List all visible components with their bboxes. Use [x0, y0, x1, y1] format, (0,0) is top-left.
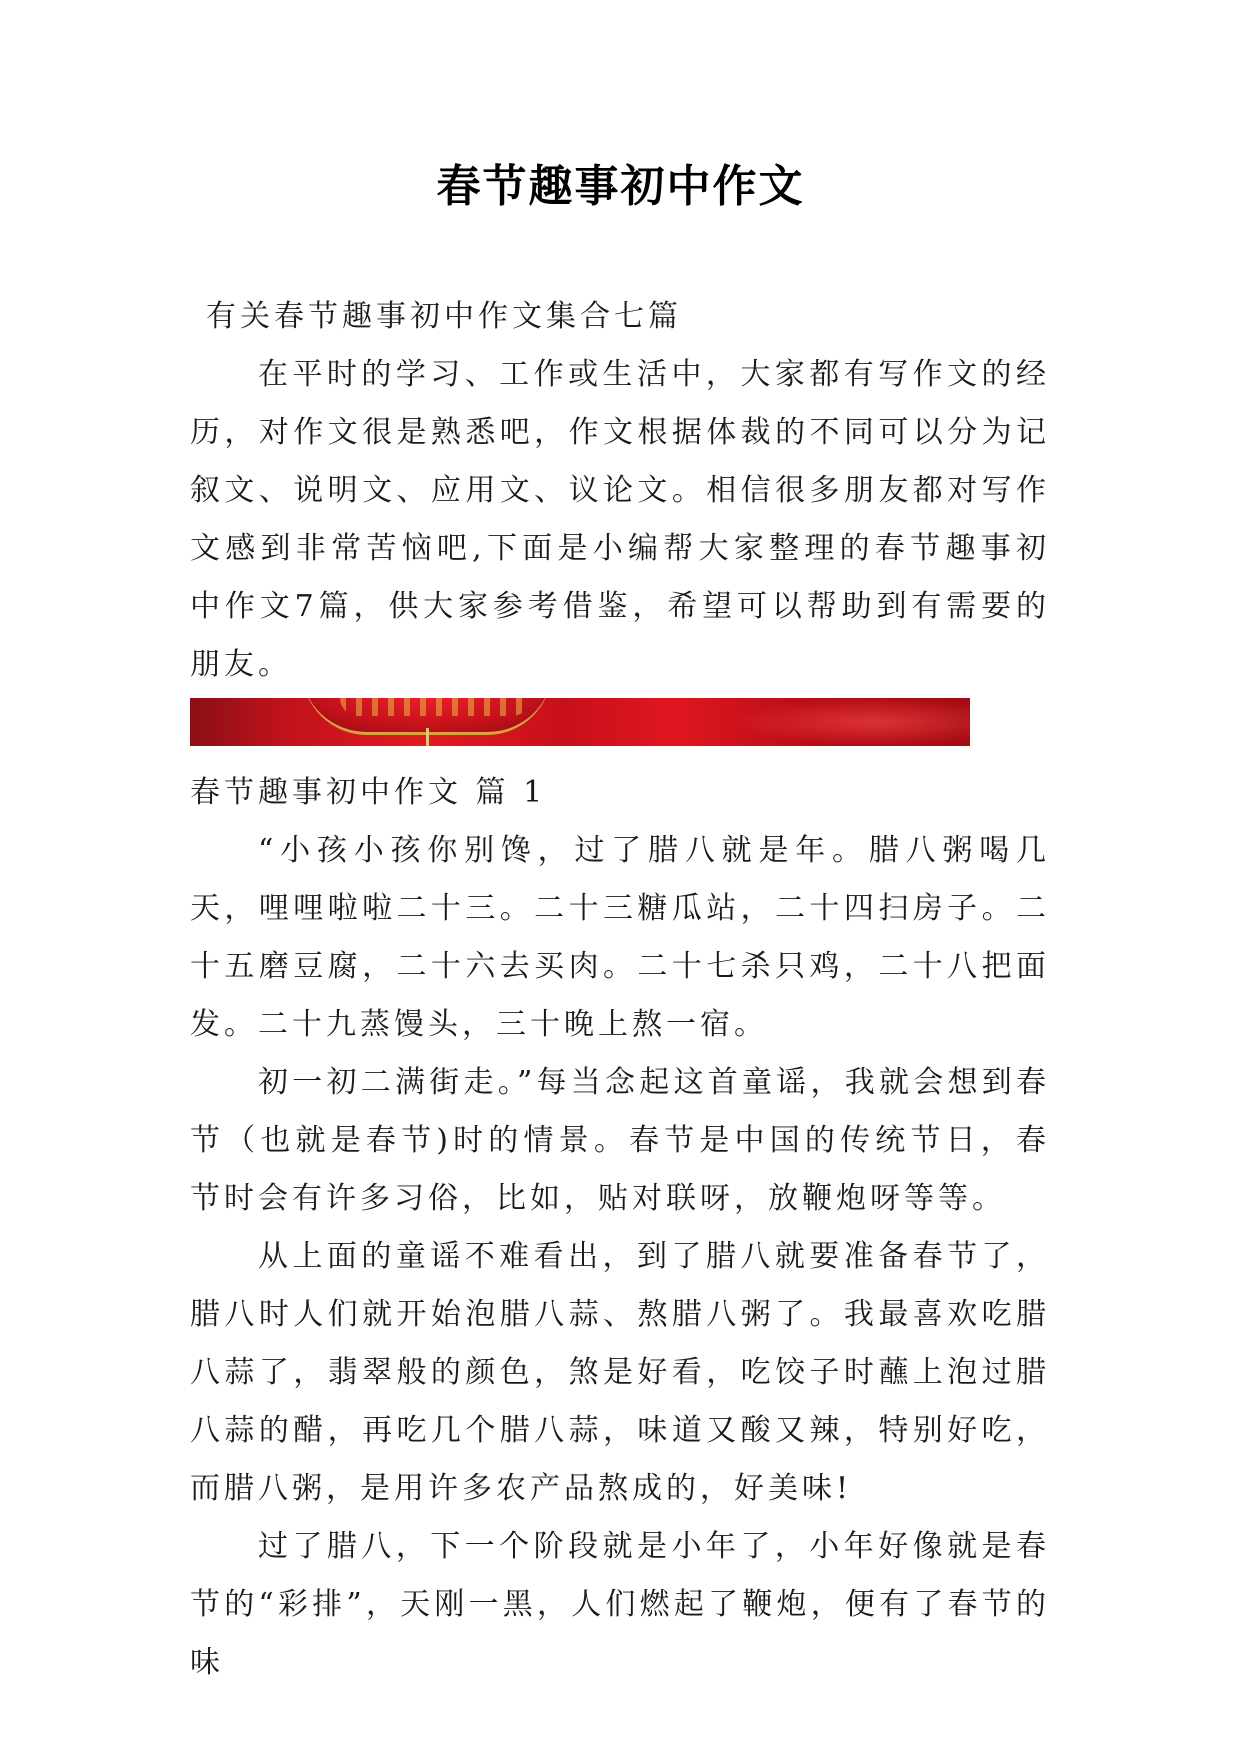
festival-banner-image [190, 698, 970, 746]
article-body [190, 288, 1050, 1692]
body-paragraph: 过了腊八，下一个阶段就是小年了，小年好像就是春节的“彩排”，天刚一黑，人们燃起了鞭炮，便有了春节的味 [190, 1529, 1050, 1680]
page-title: 春节趣事初中作文 [436, 161, 805, 212]
intro-paragraph: 在平时的学习、工作或生活中，大家都有写作文的经历，对作文很是熟悉吧，作文根据体裁的不同可以分为记叙文、说明文、应用文、议论文。相信很多朋友都对写作文感到非常苦恼吧,下面是小编帮大家整理的春节趣事初中作文7篇，供大家参考借鉴，希望可以帮助到有需要的朋友。 [190, 357, 1050, 682]
article-subtitle: 有关春节趣事初中作文集合七篇 [206, 299, 682, 334]
lantern-string [426, 728, 429, 746]
body-paragraph: 从上面的童谣不难看出，到了腊八就要准备春节了，腊八时人们就开始泡腊八蒜、熬腊八粥了。我最喜欢吃腊八蒜了，翡翠般的颜色，煞是好看，吃饺子时蘸上泡过腊八蒜的醋，再吃几个腊八蒜，味道又酸又辣，特别好吃，而腊八粥，是用许多农产品熬成的，好美味! [190, 1239, 1050, 1506]
gold-pattern-decoration [340, 698, 530, 716]
body-paragraph: “小孩小孩你别馋，过了腊八就是年。腊八粥喝几天，哩哩啦啦二十三。二十三糖瓜站，二十四扫房子。二十五磨豆腐，二十六去买肉。二十七杀只鸡，二十八把面发。二十九蒸馒头，三十晚上熬一宿。 [190, 833, 1050, 1042]
red-glow [730, 698, 970, 746]
section-heading: 春节趣事初中作文 篇 1 [190, 775, 547, 810]
body-paragraph: 初一初二满街走。”每当念起这首童谣，我就会想到春节（也就是春节)时的情景。春节是中国的传统节日，春节时会有许多习俗，比如，贴对联呀，放鞭炮呀等等。 [190, 1065, 1050, 1216]
